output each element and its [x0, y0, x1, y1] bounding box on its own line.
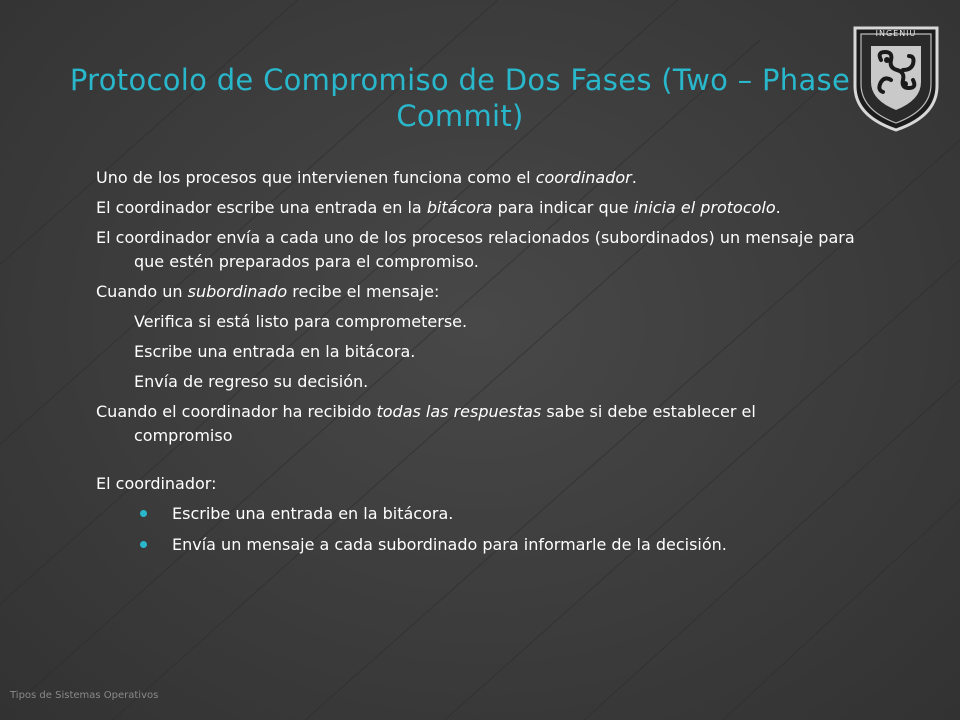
emphasis: inicia el protocolo	[633, 198, 776, 217]
slide-title: Protocolo de Compromiso de Dos Fases (Two – Phase Commit)	[69, 63, 851, 133]
bullet-item	[96, 502, 856, 526]
subitem-verify: Verifica si está listo para comprometerse.	[134, 312, 468, 331]
slide-content	[96, 166, 856, 564]
bullet-icon	[140, 510, 147, 517]
text: .	[775, 198, 781, 217]
paragraph-log-entry	[96, 196, 856, 220]
paragraph-all-responses	[96, 400, 856, 448]
emphasis: todas las respuestas	[376, 402, 542, 421]
text: recibe el mensaje:	[287, 282, 440, 301]
text: .	[631, 168, 637, 187]
text: El coordinador escribe una entrada en la	[96, 198, 427, 217]
text: sabe si debe establecer el compromiso	[134, 402, 756, 445]
emphasis: subordinado	[187, 282, 288, 301]
bullet-text: Envía un mensaje a cada subordinado para informarle de la decisión.	[172, 535, 727, 554]
paragraph-subordinate	[96, 280, 856, 304]
bullet-text: Escribe una entrada en la bitácora.	[172, 504, 454, 523]
text: para indicar que	[492, 198, 634, 217]
paragraph-coordinator-actions: El coordinador:	[96, 474, 217, 493]
paragraph-coordinator	[96, 166, 856, 190]
emphasis: coordinador	[535, 168, 632, 187]
paragraph-send-message: El coordinador envía a cada uno de los procesos relacionados (subordinados) un mensaje para que estén preparados para el compromiso.	[96, 228, 855, 271]
subitem-write-entry: Escribe una entrada en la bitácora.	[134, 342, 416, 361]
text: Uno de los procesos que intervienen funciona como el	[96, 168, 536, 187]
emphasis: bitácora	[426, 198, 493, 217]
text: Cuando el coordinador ha recibido	[96, 402, 377, 421]
bullet-item	[96, 533, 856, 557]
subitem-send-decision: Envía de regreso su decisión.	[134, 372, 369, 391]
slide-footer: Tipos de Sistemas Operativos	[10, 690, 159, 701]
bullet-icon	[140, 541, 147, 548]
university-shield-logo	[851, 24, 941, 132]
logo-text: INGENIU	[875, 29, 917, 38]
text: Cuando un	[96, 282, 188, 301]
